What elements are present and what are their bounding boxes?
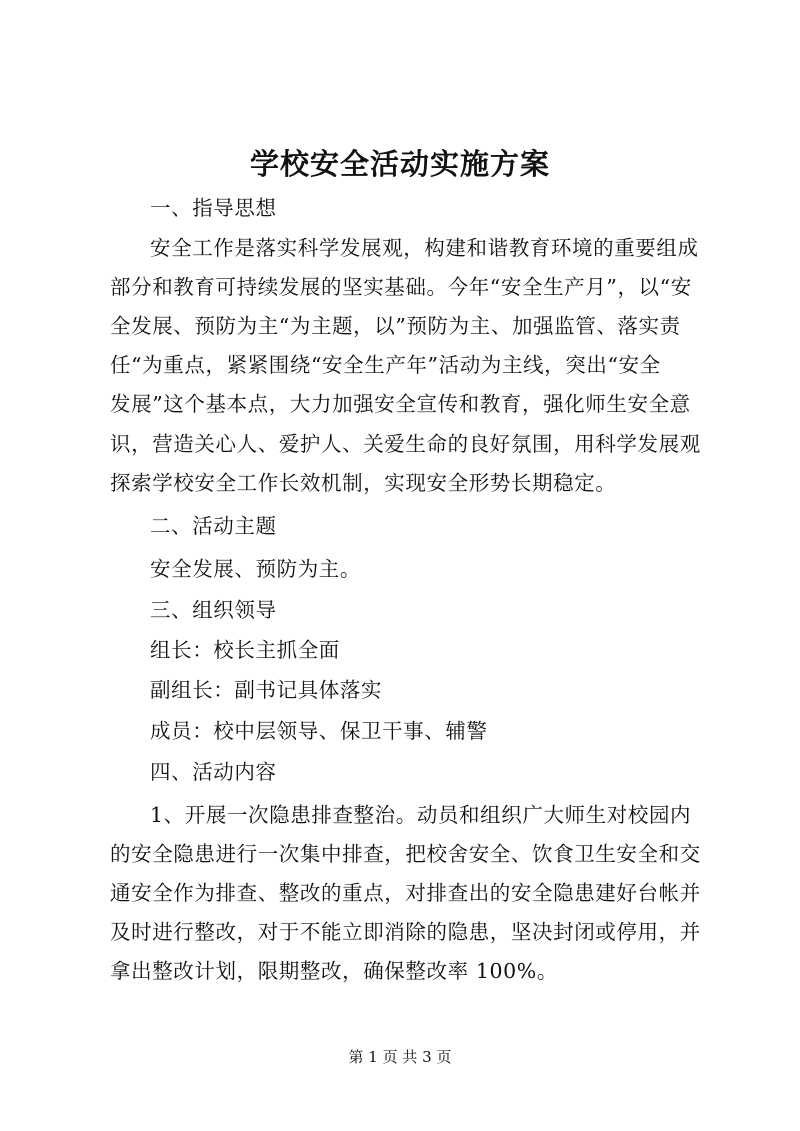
- paragraph-line: 1、开展一次隐患排查整治。动员和组织广大师生对校园内: [150, 803, 692, 827]
- paragraph-line: 组长：校长主抓全面: [150, 638, 340, 662]
- paragraph-line: 成员：校中层领导、保卫干事、辅警: [150, 719, 488, 743]
- paragraph-line: 拿出整改计划，限期整改，确保整改率 100%。: [110, 959, 558, 983]
- paragraph-line: 的安全隐患进行一次集中排查，把校舍安全、饮食卫生安全和交: [110, 842, 701, 866]
- paragraph-line: 通安全作为排查、整改的重点，对排查出的安全隐患建好台帐并: [110, 881, 701, 905]
- section-heading-organization: 三、组织领导: [150, 598, 277, 622]
- section-heading-activity-content: 四、活动内容: [150, 760, 277, 784]
- page-footer: 第 1 页 共 3 页: [348, 1048, 452, 1066]
- paragraph-line: 探索学校安全工作长效机制，实现安全形势长期稳定。: [110, 471, 617, 495]
- paragraph-line: 部分和教育可持续发展的坚实基础。今年“安全生产月”，以“安: [110, 275, 692, 299]
- paragraph-line: 安全工作是落实科学发展观，构建和谐教育环境的重要组成: [150, 236, 699, 260]
- paragraph-line: 任“为重点，紧紧围绕“安全生产年”活动为主线，突出“安全: [110, 353, 661, 377]
- paragraph-line: 及时进行整改，对于不能立即消除的隐患，坚决封闭或停用，并: [110, 920, 701, 944]
- paragraph-line: 安全发展、预防为主。: [150, 557, 361, 581]
- paragraph-line: 副组长：副书记具体落实: [150, 678, 383, 702]
- paragraph-line: 全发展、预防为主“为主题，以”预防为主、加强监管、落实责: [110, 314, 681, 338]
- section-heading-activity-theme: 二、活动主题: [150, 514, 277, 538]
- paragraph-line: 发展”这个基本点，大力加强安全宣传和教育，强化师生安全意: [110, 392, 691, 416]
- section-heading-guiding-ideology: 一、指导思想: [150, 196, 277, 220]
- page-title: 学校安全活动实施方案: [249, 147, 550, 181]
- paragraph-line: 识，营造关心人、爱护人、关爱生命的良好氛围，用科学发展观: [110, 432, 701, 456]
